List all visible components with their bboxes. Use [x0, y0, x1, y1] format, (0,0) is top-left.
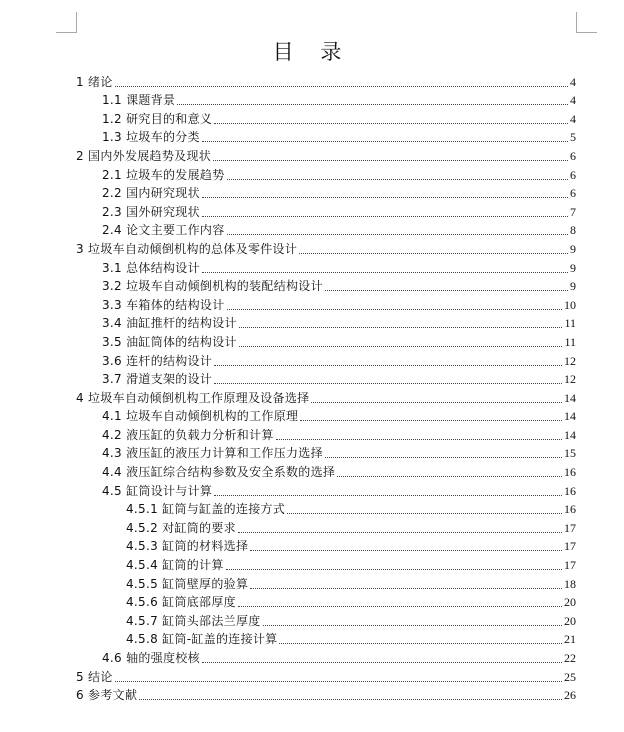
toc-page-number: 14: [564, 427, 576, 442]
toc-page-number: 11: [564, 316, 576, 331]
toc-entry-title: 3.2 垃圾车自动倾倒机构的装配结构设计: [102, 279, 323, 294]
toc-entry-title: 1.3 垃圾车的分类: [102, 130, 200, 145]
toc-entry[interactable]: [76, 127, 576, 146]
toc-entry[interactable]: [76, 145, 576, 164]
toc-page-number: 20: [564, 613, 576, 628]
toc-entry-title: 4.5 缸筒设计与计算: [102, 483, 213, 498]
toc-page-number: 22: [564, 651, 576, 665]
toc-dot-leader: [227, 309, 563, 310]
toc-entry[interactable]: [76, 220, 576, 239]
toc-page-number: 7: [570, 204, 576, 219]
toc-entry[interactable]: [76, 164, 576, 183]
toc-entry[interactable]: [76, 536, 576, 555]
toc-entry[interactable]: [76, 592, 576, 611]
toc-entry-title: 5 结论: [76, 669, 113, 684]
toc-entry[interactable]: [76, 480, 576, 499]
toc-page-number: 17: [564, 539, 576, 554]
toc-page-number: 16: [564, 465, 576, 480]
toc-dot-leader: [214, 365, 562, 366]
toc-entry[interactable]: [76, 406, 576, 425]
crop-mark-top-right: [576, 12, 597, 33]
toc-page-number: 9: [570, 241, 576, 256]
toc-dot-leader: [177, 104, 568, 105]
toc-entry-title: 4.5.3 缸筒的材料选择: [126, 539, 249, 554]
toc-dot-leader: [238, 606, 562, 607]
toc-entry-title: 4.5.8 缸筒-缸盖的连接计算: [126, 632, 278, 647]
toc-page-number: 4: [570, 93, 576, 108]
toc-dot-leader: [202, 141, 568, 142]
toc-dot-leader: [213, 160, 568, 161]
toc-entry[interactable]: [76, 108, 576, 127]
crop-mark-top-left: [56, 12, 77, 33]
toc-page-number: 9: [570, 260, 576, 275]
toc-dot-leader: [263, 625, 562, 626]
toc-dot-leader: [276, 439, 562, 440]
toc-page-number: 17: [564, 558, 576, 573]
toc-entry[interactable]: [76, 554, 576, 573]
toc-entry[interactable]: [76, 294, 576, 313]
toc-page-number: 20: [564, 595, 576, 610]
toc-page-number: 11: [564, 334, 576, 349]
toc-entry[interactable]: [76, 443, 576, 462]
toc-dot-leader: [202, 662, 562, 663]
toc-entry[interactable]: [76, 201, 576, 220]
toc-entry-title: 2 国内外发展趋势及现状: [76, 148, 212, 163]
toc-entry-title: 3.5 油缸筒体的结构设计: [102, 334, 237, 349]
toc-dot-leader: [239, 327, 563, 328]
toc-dot-leader: [202, 216, 568, 217]
toc-page-number: 12: [564, 353, 576, 368]
toc-page-number: 12: [564, 372, 576, 387]
toc-dot-leader: [227, 234, 569, 235]
toc-entry-title: 4.3 液压缸的液压力计算和工作压力选择: [102, 446, 323, 461]
toc-entry-title: 4.5.6 缸筒底部厚度: [126, 595, 236, 610]
toc-page-number: 16: [564, 502, 576, 517]
toc-entry-title: 4.2 液压缸的负载力分析和计算: [102, 427, 274, 442]
toc-page-number: 14: [564, 409, 576, 424]
toc-entry[interactable]: [76, 313, 576, 332]
toc-entry-title: 6 参考文献: [76, 688, 138, 703]
toc-entry-title: 3.1 总体结构设计: [102, 260, 200, 275]
toc-dot-leader: [299, 253, 568, 254]
toc-dot-leader: [300, 420, 562, 421]
toc-entry-title: 2.1 垃圾车的发展趋势: [102, 167, 225, 182]
toc-entry[interactable]: [76, 331, 576, 350]
table-of-contents: [76, 71, 576, 703]
toc-entry-title: 4.4 液压缸综合结构参数及安全系数的选择: [102, 465, 336, 480]
toc-dot-leader: [226, 569, 562, 570]
toc-page-number: 4: [570, 74, 576, 89]
page-title: 目 录: [272, 40, 352, 64]
toc-page-number: 18: [564, 576, 576, 591]
toc-dot-leader: [214, 495, 562, 496]
toc-page-number: 8: [570, 223, 576, 238]
toc-page-number: 6: [570, 167, 576, 182]
toc-page-number: 21: [564, 632, 576, 647]
toc-page-number: 4: [570, 111, 576, 126]
toc-entry-title: 4.5.1 缸筒与缸盖的连接方式: [126, 502, 286, 517]
toc-dot-leader: [115, 681, 562, 682]
toc-entry-title: 4.5.4 缸筒的计算: [126, 558, 224, 573]
toc-page-number: 14: [564, 390, 576, 405]
toc-entry[interactable]: [76, 183, 576, 202]
toc-entry[interactable]: [76, 629, 576, 648]
toc-page-number: 10: [564, 297, 576, 312]
toc-entry[interactable]: [76, 90, 576, 109]
toc-entry[interactable]: [76, 350, 576, 369]
toc-dot-leader: [238, 532, 562, 533]
toc-entry-title: 4.6 轴的强度校核: [102, 651, 200, 665]
toc-entry-title: 1.1 课题背景: [102, 93, 176, 108]
toc-dot-leader: [202, 272, 568, 273]
toc-dot-leader: [325, 290, 568, 291]
toc-entry-title: 1.2 研究目的和意义: [102, 111, 213, 126]
toc-entry[interactable]: [76, 517, 576, 536]
toc-entry[interactable]: [76, 666, 576, 685]
toc-entry-title: 2.3 国外研究现状: [102, 204, 200, 219]
toc-dot-leader: [250, 550, 562, 551]
toc-entry[interactable]: [76, 276, 576, 295]
toc-dot-leader: [325, 457, 562, 458]
toc-page-number: 9: [570, 279, 576, 294]
toc-entry-title: 4.5.5 缸筒壁厚的验算: [126, 576, 249, 591]
toc-entry-title: 4.1 垃圾车自动倾倒机构的工作原理: [102, 409, 299, 424]
toc-entry[interactable]: [76, 71, 576, 90]
toc-dot-leader: [139, 699, 562, 700]
toc-entry[interactable]: [76, 238, 576, 257]
toc-entry[interactable]: [76, 369, 576, 388]
toc-page-number: 25: [564, 669, 576, 684]
toc-entry-title: 3.7 滑道支架的设计: [102, 372, 213, 387]
toc-entry-title: 3 垃圾车自动倾倒机构的总体及零件设计: [76, 241, 298, 256]
toc-dot-leader: [311, 402, 562, 403]
toc-dot-leader: [227, 179, 569, 180]
toc-page-number: 5: [570, 130, 576, 145]
toc-entry[interactable]: [76, 610, 576, 629]
toc-entry-title: 3.3 车箱体的结构设计: [102, 297, 225, 312]
toc-dot-leader: [239, 346, 563, 347]
toc-dot-leader: [250, 588, 562, 589]
toc-page-number: 26: [564, 688, 576, 703]
toc-page-number: 6: [570, 148, 576, 163]
toc-entry-title: 4.5.7 缸筒头部法兰厚度: [126, 613, 261, 628]
toc-entry[interactable]: [76, 387, 576, 406]
toc-dot-leader: [115, 86, 568, 87]
toc-page-number: 16: [564, 483, 576, 498]
toc-page-number: 6: [570, 186, 576, 201]
toc-dot-leader: [202, 197, 568, 198]
toc-entry-title: 4 垃圾车自动倾倒机构工作原理及设备选择: [76, 390, 310, 405]
toc-entry[interactable]: [76, 424, 576, 443]
toc-page-number: 15: [564, 446, 576, 461]
toc-entry[interactable]: [76, 257, 576, 276]
toc-entry-title: 4.5.2 对缸筒的要求: [126, 520, 236, 535]
toc-dot-leader: [214, 123, 568, 124]
toc-dot-leader: [279, 643, 562, 644]
toc-dot-leader: [287, 513, 562, 514]
toc-entry[interactable]: [76, 685, 576, 704]
toc-entry-title: 2.4 论文主要工作内容: [102, 223, 225, 238]
toc-dot-leader: [337, 476, 562, 477]
toc-entry[interactable]: [76, 573, 576, 592]
toc-page-number: 17: [564, 520, 576, 535]
toc-entry-title: 1 绪论: [76, 74, 113, 89]
toc-dot-leader: [214, 383, 562, 384]
toc-entry[interactable]: [76, 461, 576, 480]
toc-entry[interactable]: [76, 499, 576, 518]
toc-entry-title: 3.6 连杆的结构设计: [102, 353, 213, 368]
toc-entry[interactable]: [76, 647, 576, 666]
toc-entry-title: 3.4 油缸推杆的结构设计: [102, 316, 237, 331]
toc-entry-title: 2.2 国内研究现状: [102, 186, 200, 201]
